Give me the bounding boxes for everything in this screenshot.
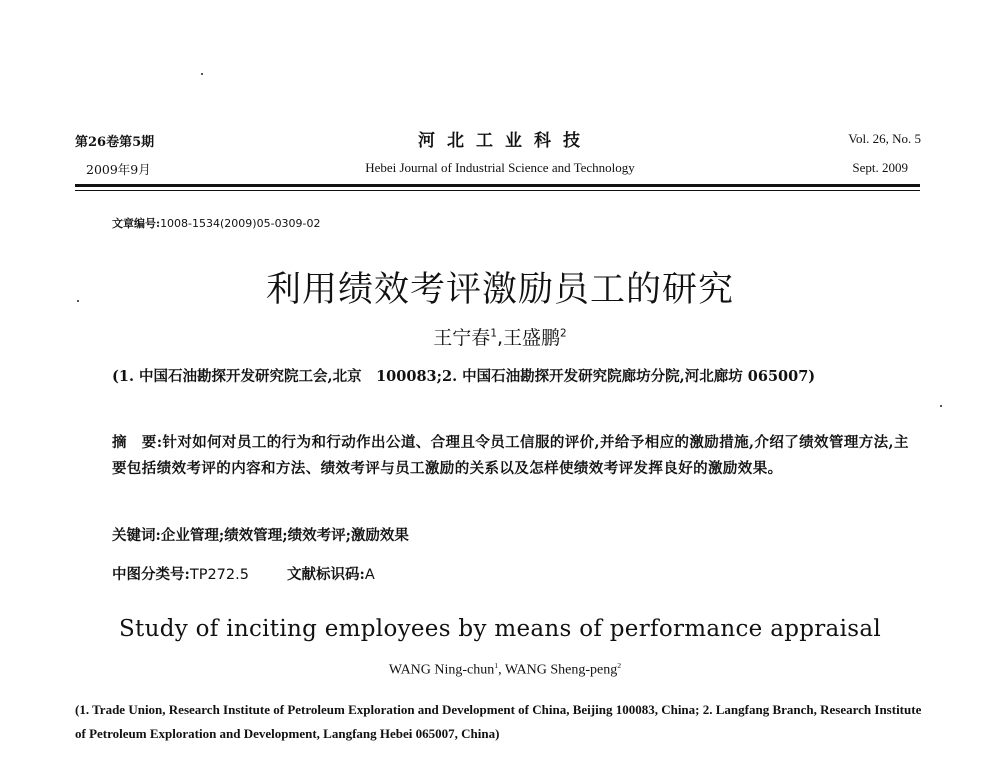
- article-number: [112, 215, 321, 231]
- doc-code-label: 文献标识码:: [286, 566, 365, 583]
- clc-label: 中图分类号:: [112, 566, 190, 583]
- abstract-cn: [112, 430, 912, 482]
- classification-line: [112, 563, 375, 584]
- author-separator-en: ,: [498, 662, 505, 678]
- paper-title-cn: 利用绩效考评激励员工的研究: [265, 270, 734, 310]
- journal-name-cn: 河北工业科技: [418, 131, 592, 151]
- author-2-en: WANG Sheng-peng: [504, 662, 618, 678]
- author-separator-cn: ,: [496, 327, 504, 349]
- date-cn: 2009年9月: [86, 162, 151, 177]
- article-number-label: 文章编号:: [112, 217, 161, 230]
- journal-name-en: Hebei Journal of Industrial Science and Technology: [365, 160, 635, 175]
- affiliation-en: (1. Trade Union, Research Institute of Petroleum Exploration and Development of China, Beijing 100083, China; 2. Langfang Branch, Research Institute of Petroleum Exploration and Development, Langfang Hebei 065007, China): [75, 702, 922, 741]
- volume-issue-cn: 第26卷第5期: [75, 135, 155, 150]
- keywords-label: 关键词:: [112, 527, 161, 544]
- author-1-en: WANG Ning-chun: [388, 662, 495, 678]
- author-2-cn: 王盛鹏: [503, 327, 561, 349]
- doc-code-value: A: [364, 567, 375, 583]
- author-1-en-sup: 1: [494, 661, 499, 670]
- author-1-cn-sup: 1: [490, 327, 497, 340]
- header-rule-thin: [75, 190, 920, 191]
- scan-speck: [77, 300, 79, 302]
- authors-cn: [0, 323, 1000, 350]
- scan-speck: [940, 405, 942, 407]
- article-number-value: 1008-1534(2009)05-0309-02: [160, 217, 321, 230]
- clc-value: TP272.5: [189, 567, 249, 583]
- abstract-label: 摘 要:: [112, 434, 163, 451]
- scan-speck: [201, 73, 203, 75]
- paper-title-en: Study of inciting employees by means of performance appraisal: [118, 616, 881, 642]
- authors-en: [0, 661, 1000, 679]
- author-1-cn: 王宁春: [433, 327, 491, 349]
- author-2-en-sup: 2: [617, 661, 622, 670]
- header-rule-thick: [75, 184, 920, 187]
- keywords-cn: [112, 524, 409, 545]
- affiliation-cn: (1. 中国石油勘探开发研究院工会,北京 100083;2. 中国石油勘探开发研究院廊坊分院,河北廊坊 065007): [112, 368, 816, 385]
- volume-issue-en: Vol. 26, No. 5: [848, 131, 921, 146]
- keywords-text: 企业管理;绩效管理;绩效考评;激励效果: [160, 527, 409, 544]
- date-en: Sept. 2009: [852, 160, 908, 175]
- author-2-cn-sup: 2: [560, 327, 567, 340]
- abstract-text: 针对如何对员工的行为和行动作出公道、合理且令员工信服的评价,并给予相应的激励措施,介绍了绩效管理方法,主要包括绩效考评的内容和方法、绩效考评与员工激励的关系以及怎样使绩效考评发挥良好的激励效果。: [112, 434, 909, 477]
